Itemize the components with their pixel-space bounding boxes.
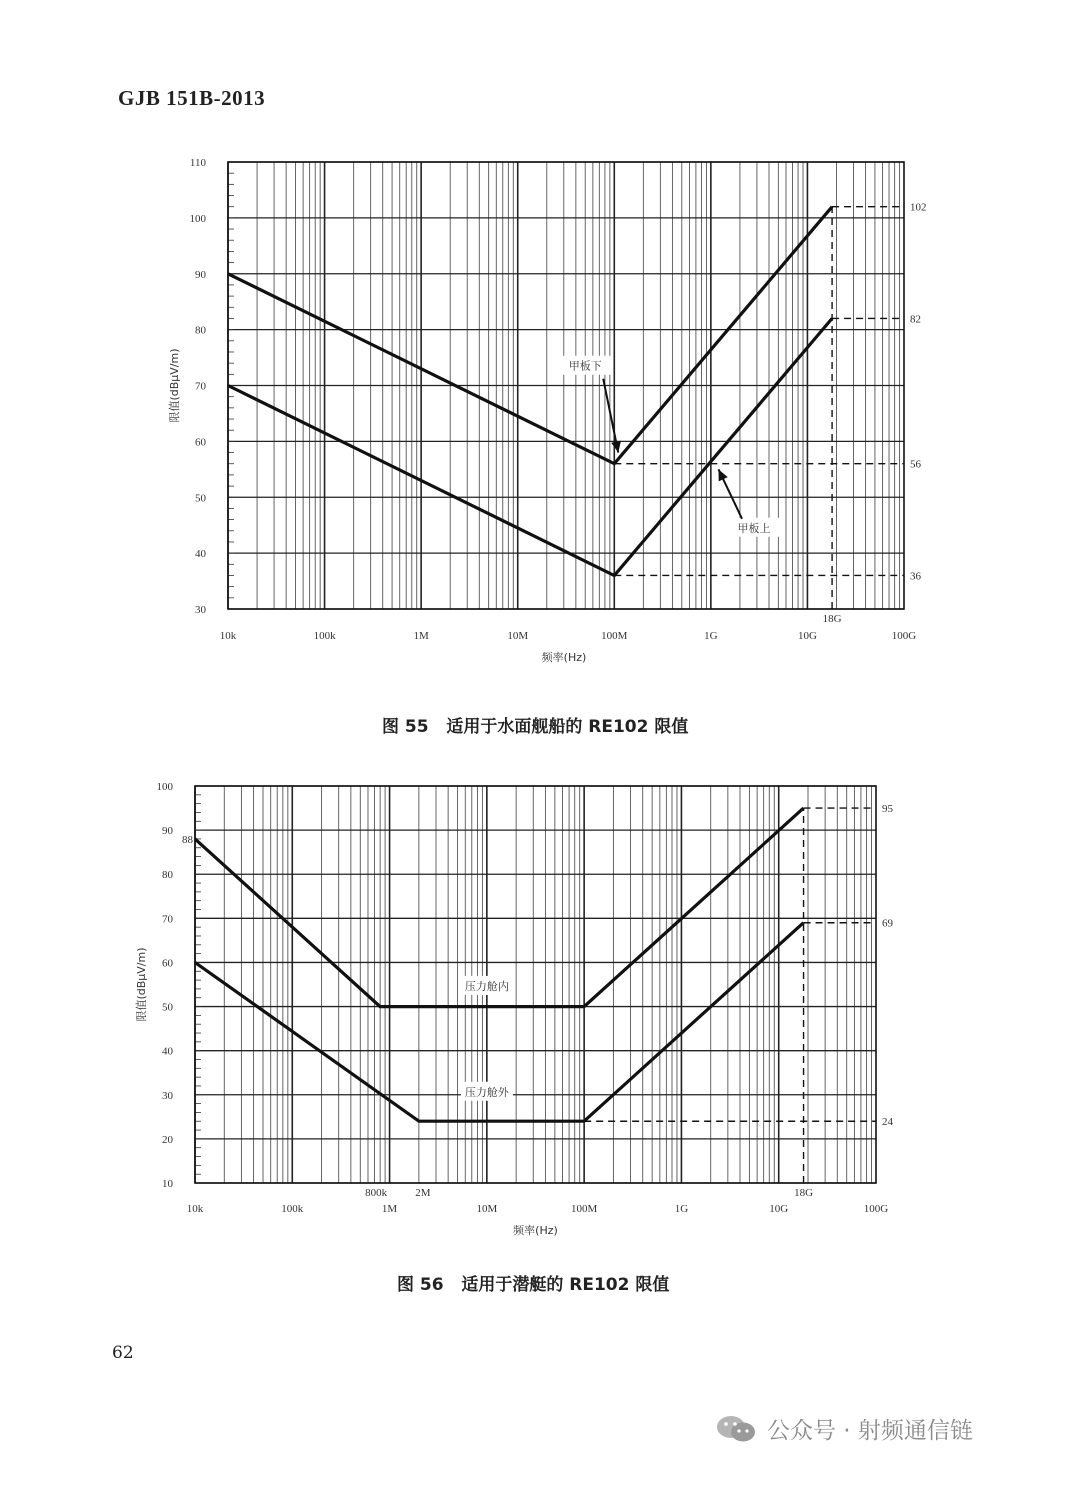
value-label: 82 xyxy=(910,313,921,326)
x-tick-label: 1M xyxy=(413,630,429,642)
x-tick-label: 10k xyxy=(219,630,237,642)
x-tick-label: 10M xyxy=(507,630,529,642)
x-tick-label: 10G xyxy=(769,1203,789,1215)
y-tick-label: 110 xyxy=(189,157,206,169)
y-tick-label: 40 xyxy=(195,548,206,561)
x-tick-label: 1G xyxy=(674,1203,689,1215)
value-label: 88 xyxy=(182,833,193,846)
y-tick-label: 20 xyxy=(162,1133,173,1146)
y-tick-label: 80 xyxy=(195,324,206,337)
y-tick-label: 90 xyxy=(162,825,173,838)
x-tick-label: 1G xyxy=(704,630,718,642)
value-label: 69 xyxy=(882,917,893,930)
watermark-text: 公众号 · 射频通信链 xyxy=(767,1418,973,1444)
x-tick-label: 100M xyxy=(601,630,628,642)
y-tick-label: 30 xyxy=(162,1089,173,1102)
y-tick-label: 90 xyxy=(195,268,206,281)
y-tick-label: 100 xyxy=(156,781,173,793)
y-tick-label: 60 xyxy=(162,957,173,970)
value-label: 2M xyxy=(415,1187,431,1199)
value-label: 18G xyxy=(794,1187,814,1199)
y-tick-label: 40 xyxy=(162,1045,173,1058)
x-tick-label: 100M xyxy=(571,1203,598,1215)
figure-caption-55: 图 55 适用于水面舰船的 RE102 限值 xyxy=(382,717,689,737)
y-tick-label: 70 xyxy=(195,380,206,393)
x-tick-label: 10M xyxy=(476,1203,498,1215)
series-label: 压力舱外 xyxy=(464,1085,509,1099)
x-tick-label: 100k xyxy=(313,630,336,642)
y-axis-label: 限值(dBμV/m) xyxy=(135,947,148,1022)
value-label: 102 xyxy=(910,201,927,214)
x-axis-label: 频率(Hz) xyxy=(513,1224,558,1237)
y-tick-label: 30 xyxy=(195,604,206,616)
figure-caption-56: 图 56 适用于潜艇的 RE102 限值 xyxy=(397,1275,670,1295)
page-number: 62 xyxy=(112,1343,134,1363)
y-tick-label: 70 xyxy=(162,913,173,926)
x-tick-label: 100G xyxy=(863,1203,889,1215)
x-tick-label: 10G xyxy=(797,630,817,642)
value-label: 18G xyxy=(822,613,842,625)
series-label: 压力舱内 xyxy=(464,979,509,993)
y-tick-label: 50 xyxy=(162,1001,173,1014)
x-tick-label: 100G xyxy=(891,630,917,642)
series-label: 甲板上 xyxy=(737,521,771,535)
value-label: 56 xyxy=(910,458,921,471)
x-axis-label: 频率(Hz) xyxy=(541,651,587,664)
value-label: 36 xyxy=(910,570,921,583)
y-tick-label: 10 xyxy=(162,1178,173,1190)
y-tick-label: 50 xyxy=(195,492,206,505)
x-tick-label: 100k xyxy=(281,1203,304,1215)
x-tick-label: 10k xyxy=(186,1203,204,1215)
value-label: 24 xyxy=(882,1116,893,1129)
value-label: 800k xyxy=(365,1187,388,1199)
document-header: GJB 151B-2013 xyxy=(118,86,266,110)
y-tick-label: 80 xyxy=(162,869,173,882)
y-tick-label: 60 xyxy=(195,436,206,449)
series-label: 甲板下 xyxy=(568,359,602,373)
x-tick-label: 1M xyxy=(381,1203,398,1215)
watermark xyxy=(715,1412,973,1445)
y-axis-label: 限值(dBμV/m) xyxy=(168,348,181,423)
wechat-icon xyxy=(715,1414,759,1444)
value-label: 95 xyxy=(882,803,893,816)
y-tick-label: 100 xyxy=(189,212,206,225)
